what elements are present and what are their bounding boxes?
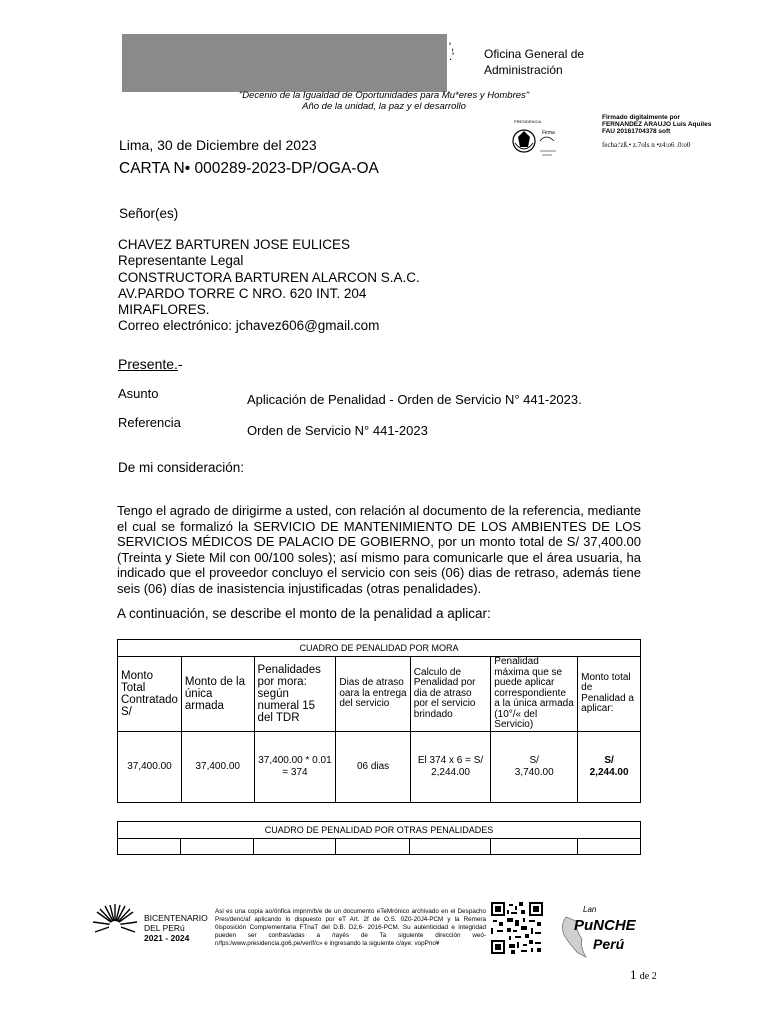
signature-line-2: FERNANDEZ ARAUJO Luis Aquiles <box>602 121 712 128</box>
presente-heading <box>118 356 183 372</box>
signature-line-1: Firmado digitalmente por <box>602 114 681 121</box>
banner-marks: ', .' <box>449 41 455 63</box>
office-line-2: Administración <box>484 63 563 77</box>
bicentenario-text <box>144 913 208 943</box>
table-cell <box>491 839 578 855</box>
peru-logo-line-3: Perú <box>593 936 625 952</box>
referencia-label: Referencia <box>118 415 181 430</box>
table-cell <box>253 839 335 855</box>
asunto-label: Asunto <box>118 386 159 401</box>
table-cell: 37,400.00 * 0.01 = 374 <box>254 731 336 802</box>
seal-tiny-text-2: Firma <box>542 130 555 136</box>
table-cell <box>410 839 491 855</box>
table-header-cell: Penalidad máxima que se puede aplicar correspondiente a la única armada (10°/« del Servicio) <box>491 657 578 732</box>
penalty-table-otras <box>117 821 641 855</box>
consideracion: De mi consideración: <box>118 460 245 475</box>
table-mora-caption: CUADRO DE PENALIDAD POR MORA <box>118 640 641 657</box>
table-cell <box>118 839 181 855</box>
table-otras-caption: CUADRO DE PENALIDAD POR OTRAS PENALIDADES <box>118 822 641 839</box>
recipient-district: MIRAFLORES. <box>118 302 210 318</box>
decade-line-1: "Decenio de la Igualdad de Oportunidades para Mu*eres y Hombres" <box>238 90 530 101</box>
table-header-cell: Calculo de Penalidad por dia de atraso por el servicio brindado <box>410 657 491 732</box>
decade-slogan <box>0 90 768 112</box>
table-header-cell: Monto total de Penalidad a aplicar: <box>578 657 641 732</box>
presente-text: Presente. <box>118 356 178 372</box>
table-cell: El 374 x 6 = S/ 2,244.00 <box>410 731 491 802</box>
table-header-cell: Dias de atraso oara la entrega del servicio <box>336 657 410 732</box>
page-total: de 2 <box>639 971 657 982</box>
asunto-value: Aplicación de Penalidad - Orden de Servicio N° 441-2023. <box>247 392 582 407</box>
bicent-line-1: BICENTENARIO <box>144 913 208 923</box>
letter-number: CARTA N• 000289-2023-DP/OGA-OA <box>119 160 379 177</box>
qr-code-icon[interactable] <box>491 902 543 954</box>
referencia-value: Orden de Servicio N° 441-2023 <box>247 423 428 438</box>
office-name <box>484 46 584 78</box>
table-header-cell: Monto de la única armada <box>181 657 254 732</box>
bicentenario-logo-icon <box>90 900 140 950</box>
table-cell: 06 dias <box>336 731 410 802</box>
recipient-company: CONSTRUCTORA BARTUREN ALARCON S.A.C. <box>118 269 420 285</box>
digital-signature-text <box>602 114 711 135</box>
continuacion-line: A continuación, se describe el monto de la penalidad a aplicar: <box>117 606 491 621</box>
recipient-role: Representante Legal <box>118 253 244 269</box>
signature-line-3: FAU 20161704378 soft <box>602 128 671 135</box>
bicent-line-2: DEL PERú <box>144 923 185 933</box>
peru-logo-line-2: PuNCHE <box>574 917 636 934</box>
recipient-name: CHAVEZ BARTUREN JOSE EULICES <box>118 237 351 252</box>
table-cell <box>578 839 641 855</box>
office-line-1: Oficina General de <box>484 47 585 61</box>
table-cell <box>180 839 253 855</box>
letter-date: Lima, 30 de Diciembre del 2023 <box>119 137 317 153</box>
table-header-cell: Monto Total Contratado S/ <box>118 657 182 732</box>
recipient-address: AV.PARDO TORRE C NRO. 620 INT. 204 <box>118 285 367 301</box>
punche-peru-logo <box>556 903 636 963</box>
seal-tiny-text-1: PRESIDENCIA <box>514 119 542 124</box>
table-cell: S/ 2,244.00 <box>578 731 641 802</box>
salutation: Señor(es) <box>119 206 179 221</box>
signature-date: fecha:'zß.• z.7ols n •z4:o6 .0:o0 <box>602 141 691 149</box>
page-current: 1 <box>630 967 637 982</box>
table-cell: S/ 3,740.00 <box>491 731 578 802</box>
body-paragraph: Tengo el agrado de dirigirme a usted, con relación al documento de la referencia, mediante el cual se formalizó la SERVICIO DE MANTENIMIENTO DE LOS AMBIENTES DE LOS SERVICIOS MÉDICOS DE PALACIO DE GOBIERNO, por un monto total de S/ 37,400.00 (Treinta y Siete Mil con 00/100 soles); así mismo para comunicarle que el área usuaria, ha indicado que el proveedor concluyo el servicio con seis (06) dias de retraso, además tiene seis (06) días de inasistencia injustificadas (otras penalidades). <box>117 503 641 596</box>
table-cell: 37,400.00 <box>118 731 182 802</box>
table-cell <box>335 839 410 855</box>
recipient-block <box>118 237 420 335</box>
table-header-cell: Penalidades por mora: según numeral 15 del TDR <box>254 657 336 732</box>
table-cell: 37,400.00 <box>181 731 254 802</box>
penalty-table-mora <box>117 639 641 803</box>
recipient-email: Correo electrónico: jchavez606@gmail.com <box>118 318 380 334</box>
presente-suffix: - <box>177 356 183 372</box>
presidential-seal-icon <box>510 117 566 161</box>
authenticity-notice: Asi es una copia ao/önfica impnm/b/e de un documento eTeMrónico archivado en el Despacho Pres/denc/af aplicando lo dispuesto por eT Art. 2f de O.S. 0Z0-20J4-PCM y la Remera 0isposición Comp/ementaria FTnaT del D.B. D2,6- 2016-PCM. Su autenticidad e integridad pueden ser confras/adas a /rayés de Ta siguiente dirección weó- n/fps:/www.presidencia.go6.pe/verif/c» e ingresando la siguiente c/aye: vopPno¥ <box>215 908 486 947</box>
decade-line-2: Año de la unidad, la paz y el desarrollo <box>302 101 466 112</box>
bicent-line-3: 2021 - 2024 <box>144 933 190 943</box>
peru-logo-line-1: Lan <box>583 905 597 914</box>
page-number <box>630 967 657 983</box>
redacted-logo-banner <box>122 34 447 92</box>
